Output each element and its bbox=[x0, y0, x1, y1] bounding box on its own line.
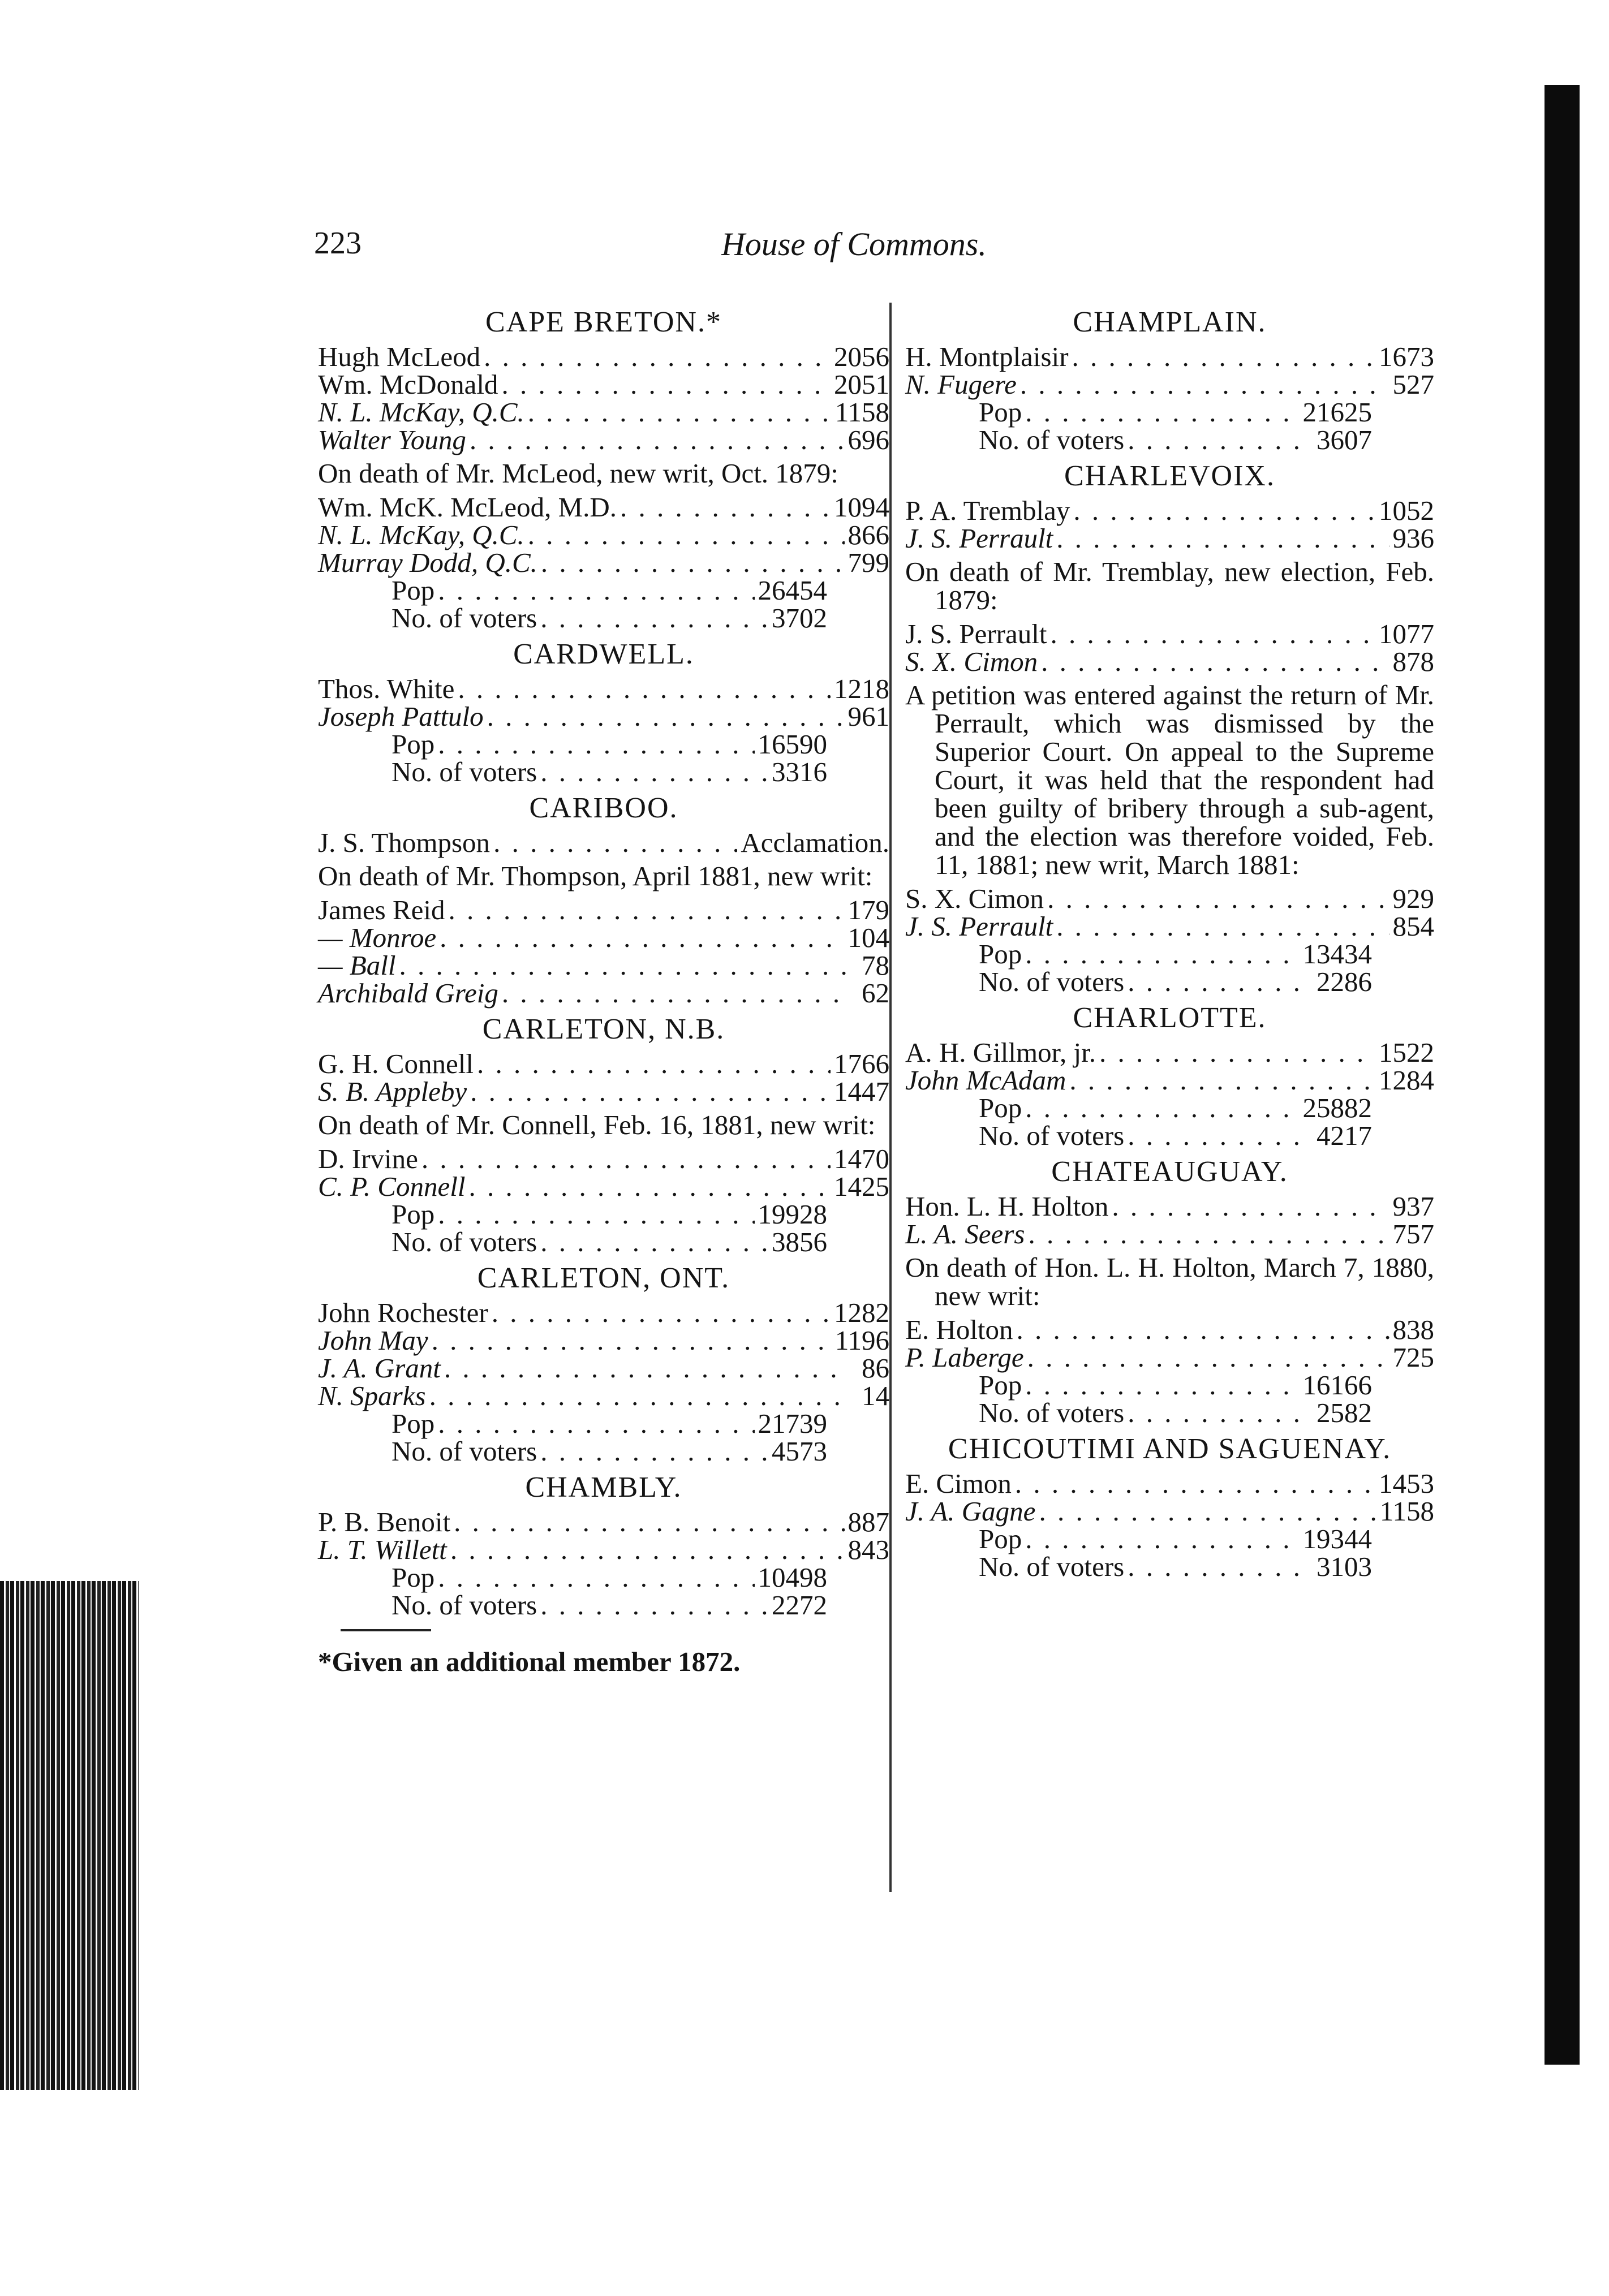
candidate-name: Archibald Greig bbox=[318, 977, 498, 1009]
vote-count: 1218 bbox=[834, 673, 889, 704]
candidate-row bbox=[318, 829, 889, 856]
candidate-name: G. H. Connell bbox=[318, 1048, 474, 1079]
constituency-heading: CHAMPLAIN. bbox=[1073, 306, 1267, 338]
vote-count: 1425 bbox=[834, 1171, 889, 1202]
constituency-heading: CHATEAUGUAY. bbox=[1051, 1156, 1288, 1188]
statistic-label: No. of voters bbox=[392, 602, 537, 634]
statistics-row bbox=[318, 1410, 889, 1437]
candidate-name: Murray Dodd, Q.C. bbox=[318, 547, 537, 578]
dot-leader bbox=[1025, 1094, 1299, 1122]
candidate-row bbox=[318, 343, 889, 371]
candidate-row bbox=[318, 1326, 889, 1354]
constituency-heading: CHARLOTTE. bbox=[1073, 1002, 1267, 1034]
dot-leader bbox=[484, 343, 831, 371]
statistic-label: Pop bbox=[392, 1562, 435, 1593]
statistic-value: 16590 bbox=[758, 729, 827, 760]
statistic-value: 3103 bbox=[1317, 1551, 1372, 1582]
statistic-label: No. of voters bbox=[979, 1120, 1125, 1151]
statistic-value: 21739 bbox=[758, 1408, 827, 1439]
candidate-name: J. S. Perrault bbox=[905, 911, 1053, 942]
vote-count: 86 bbox=[862, 1352, 889, 1384]
candidate-row bbox=[905, 1220, 1434, 1248]
vote-count: 887 bbox=[847, 1506, 889, 1537]
candidate-name: N. Sparks bbox=[318, 1380, 426, 1411]
statistic-label: Pop bbox=[392, 729, 435, 760]
dot-leader bbox=[501, 371, 831, 398]
candidate-name: L. T. Willett bbox=[318, 1534, 447, 1565]
candidate-name: J. S. Perrault bbox=[905, 523, 1053, 554]
statistic-label: Pop bbox=[979, 1092, 1022, 1123]
election-note: On death of Mr. Thompson, April 1881, new writ: bbox=[318, 860, 873, 891]
candidate-name: A. H. Gillmor, jr. bbox=[905, 1037, 1096, 1068]
dot-leader bbox=[1041, 648, 1389, 675]
vote-count: 757 bbox=[1392, 1218, 1434, 1250]
constituency-heading: CARDWELL. bbox=[513, 638, 694, 670]
dot-leader bbox=[432, 1326, 832, 1354]
vote-count: 14 bbox=[862, 1380, 889, 1411]
statistic-value: 13434 bbox=[1302, 938, 1372, 970]
vote-count: 725 bbox=[1392, 1342, 1434, 1373]
dot-leader bbox=[1025, 1371, 1299, 1399]
statistic-value: 4217 bbox=[1317, 1120, 1372, 1151]
candidate-row bbox=[905, 620, 1434, 648]
candidate-row bbox=[905, 648, 1434, 675]
candidate-name: S. X. Cimon bbox=[905, 646, 1038, 677]
vote-count: 866 bbox=[847, 519, 889, 550]
candidate-name: H. Montplaisir bbox=[905, 341, 1069, 372]
page-header bbox=[314, 225, 1412, 270]
candidate-row bbox=[318, 1536, 889, 1563]
statistics-row bbox=[905, 1553, 1434, 1580]
candidate-row bbox=[318, 703, 889, 730]
candidate-name: Thos. White bbox=[318, 673, 455, 704]
statistic-value: 16166 bbox=[1302, 1369, 1372, 1401]
dot-leader bbox=[429, 1382, 846, 1410]
dot-leader bbox=[1028, 1220, 1389, 1248]
statistic-label: No. of voters bbox=[979, 1397, 1125, 1428]
dot-leader bbox=[540, 1228, 768, 1256]
candidate-row bbox=[905, 1343, 1434, 1371]
vote-count: Acclamation. bbox=[741, 827, 889, 858]
statistics-row bbox=[905, 1399, 1434, 1427]
candidate-name: J. S. Perrault bbox=[905, 618, 1047, 649]
candidate-row bbox=[905, 497, 1434, 524]
statistics-row bbox=[905, 940, 1434, 968]
dot-leader bbox=[438, 1410, 754, 1437]
statistic-label: No. of voters bbox=[392, 1436, 537, 1467]
election-note: A petition was entered against the return of Mr. Perrault, which was dismissed by the Superior Court. On appeal to the Supreme Court, it was held that the respondent had been guilty of bribery through a sub-agent, and the election was therefore voided, Feb. 11, 1881; new writ, March 1881: bbox=[905, 679, 1434, 880]
statistic-label: Pop bbox=[979, 397, 1022, 428]
candidate-name: N. L. McKay, Q.C. bbox=[318, 397, 524, 428]
dot-leader bbox=[1072, 343, 1375, 371]
vote-count: 937 bbox=[1392, 1191, 1434, 1222]
election-note: On death of Hon. L. H. Holton, March 7, 1880, new writ: bbox=[905, 1252, 1434, 1311]
candidate-row bbox=[318, 521, 889, 549]
dot-leader bbox=[454, 1508, 844, 1536]
statistic-label: Pop bbox=[979, 1369, 1022, 1401]
candidate-name: John McAdam bbox=[905, 1065, 1066, 1096]
vote-count: 1453 bbox=[1379, 1468, 1434, 1499]
dot-leader bbox=[1050, 620, 1375, 648]
candidate-row bbox=[318, 1050, 889, 1078]
dot-leader bbox=[1020, 371, 1389, 398]
vote-count: 961 bbox=[847, 701, 889, 732]
candidate-row bbox=[905, 1497, 1434, 1525]
statistics-row bbox=[905, 398, 1434, 426]
dot-leader bbox=[421, 1145, 831, 1173]
statistics-row bbox=[905, 968, 1434, 996]
statistic-value: 2286 bbox=[1317, 966, 1372, 997]
candidate-name: Wm. McK. McLeod, M.D. bbox=[318, 492, 617, 523]
dot-leader bbox=[438, 1563, 754, 1591]
vote-count: 2056 bbox=[834, 341, 889, 372]
statistic-label: No. of voters bbox=[979, 966, 1125, 997]
vote-count: 696 bbox=[847, 424, 889, 455]
vote-count: 1196 bbox=[834, 1325, 889, 1356]
vote-count: 843 bbox=[847, 1534, 889, 1565]
dot-leader bbox=[1128, 1553, 1313, 1580]
statistic-value: 2272 bbox=[772, 1589, 827, 1621]
statistic-label: No. of voters bbox=[979, 424, 1125, 455]
constituency-heading: CARIBOO. bbox=[529, 792, 678, 824]
statistics-row bbox=[905, 426, 1434, 454]
statistic-value: 21625 bbox=[1302, 397, 1372, 428]
candidate-row bbox=[318, 951, 889, 979]
candidate-row bbox=[905, 371, 1434, 398]
candidate-name: — Ball bbox=[318, 950, 396, 981]
column-divider bbox=[889, 303, 892, 1892]
statistic-value: 3856 bbox=[772, 1226, 827, 1257]
dot-leader bbox=[1047, 885, 1389, 912]
vote-count: 1077 bbox=[1379, 618, 1434, 649]
statistics-row bbox=[318, 604, 889, 632]
dot-leader bbox=[438, 576, 754, 604]
candidate-row bbox=[318, 1145, 889, 1173]
statistic-value: 3607 bbox=[1317, 424, 1372, 455]
scan-edge-bar bbox=[1545, 85, 1580, 2065]
dot-leader bbox=[540, 604, 768, 632]
dot-leader bbox=[468, 1173, 831, 1200]
dot-leader bbox=[444, 1354, 846, 1382]
footnote-rule bbox=[341, 1629, 431, 1631]
dot-leader bbox=[528, 398, 832, 426]
candidate-row bbox=[318, 549, 889, 576]
footnote: *Given an additional member 1872. bbox=[318, 1646, 741, 1677]
candidate-row bbox=[318, 493, 889, 521]
candidate-name: James Reid bbox=[318, 894, 445, 925]
election-note: On death of Mr. Tremblay, new election, Feb. 1879: bbox=[905, 556, 1434, 615]
candidate-row bbox=[318, 675, 889, 703]
statistic-value: 26454 bbox=[758, 575, 827, 606]
constituency-heading: CHARLEVOIX. bbox=[1064, 460, 1275, 492]
statistic-label: No. of voters bbox=[979, 1551, 1125, 1582]
dot-leader bbox=[477, 1050, 831, 1078]
dot-leader bbox=[1128, 1122, 1313, 1149]
statistics-row bbox=[318, 730, 889, 758]
page-number: 223 bbox=[314, 226, 362, 261]
statistics-row bbox=[318, 1591, 889, 1619]
dot-leader bbox=[449, 896, 845, 924]
statistic-value: 3702 bbox=[772, 602, 827, 634]
candidate-name: N. L. McKay, Q.C. bbox=[318, 519, 524, 550]
statistics-row bbox=[905, 1371, 1434, 1399]
vote-count: 62 bbox=[862, 977, 889, 1009]
election-note: On death of Mr. McLeod, new writ, Oct. 1879: bbox=[318, 458, 838, 489]
dot-leader bbox=[1015, 1470, 1375, 1497]
statistics-row bbox=[318, 576, 889, 604]
vote-count: 1282 bbox=[834, 1297, 889, 1328]
dot-leader bbox=[620, 493, 831, 521]
statistic-label: Pop bbox=[392, 1408, 435, 1439]
dot-leader bbox=[470, 1078, 831, 1105]
candidate-name: J. A. Grant bbox=[318, 1352, 441, 1384]
candidate-row bbox=[318, 426, 889, 454]
dot-leader bbox=[1128, 1399, 1313, 1427]
constituency-heading: CAPE BRETON.* bbox=[485, 306, 722, 338]
dot-leader bbox=[540, 758, 768, 786]
statistic-label: Pop bbox=[979, 938, 1022, 970]
vote-count: 854 bbox=[1392, 911, 1434, 942]
candidate-row bbox=[318, 924, 889, 951]
candidate-row bbox=[905, 1316, 1434, 1343]
candidate-row bbox=[318, 1299, 889, 1326]
dot-leader bbox=[1017, 1316, 1389, 1343]
statistic-label: Pop bbox=[392, 575, 435, 606]
dot-leader bbox=[1069, 1066, 1375, 1094]
statistic-value: 2582 bbox=[1317, 1397, 1372, 1428]
statistic-value: 4573 bbox=[772, 1436, 827, 1467]
scan-artifact bbox=[0, 1581, 139, 2090]
statistic-value: 19344 bbox=[1302, 1523, 1372, 1554]
statistic-value: 3316 bbox=[772, 756, 827, 787]
dot-leader bbox=[450, 1536, 845, 1563]
constituency-heading: CARLETON, ONT. bbox=[477, 1262, 730, 1294]
statistic-value: 10498 bbox=[758, 1562, 827, 1593]
statistic-label: No. of voters bbox=[392, 1589, 537, 1621]
statistic-value: 19928 bbox=[758, 1199, 827, 1230]
candidate-row bbox=[318, 979, 889, 1007]
dot-leader bbox=[487, 703, 845, 730]
candidate-name: C. P. Connell bbox=[318, 1171, 466, 1202]
vote-count: 1158 bbox=[1379, 1496, 1434, 1527]
running-title: House of Commons. bbox=[721, 226, 987, 262]
constituency-heading: CHAMBLY. bbox=[525, 1471, 682, 1504]
election-note: On death of Mr. Connell, Feb. 16, 1881, new writ: bbox=[318, 1109, 876, 1140]
candidate-name: Joseph Pattulo bbox=[318, 701, 484, 732]
dot-leader bbox=[1027, 1343, 1389, 1371]
vote-count: 1673 bbox=[1379, 341, 1434, 372]
candidate-row bbox=[905, 1192, 1434, 1220]
statistics-row bbox=[318, 1437, 889, 1465]
candidate-name: N. Fugere bbox=[905, 369, 1017, 400]
dot-leader bbox=[540, 1591, 768, 1619]
dot-leader bbox=[438, 1200, 754, 1228]
dot-leader bbox=[470, 426, 845, 454]
statistics-row bbox=[318, 1200, 889, 1228]
dot-leader bbox=[1025, 1525, 1299, 1553]
dot-leader bbox=[1128, 968, 1313, 996]
candidate-name: L. A. Seers bbox=[905, 1218, 1025, 1250]
vote-count: 179 bbox=[847, 894, 889, 925]
vote-count: 936 bbox=[1392, 523, 1434, 554]
candidate-row bbox=[905, 343, 1434, 371]
vote-count: 878 bbox=[1392, 646, 1434, 677]
statistic-value: 25882 bbox=[1302, 1092, 1372, 1123]
candidate-name: Wm. McDonald bbox=[318, 369, 498, 400]
dot-leader bbox=[438, 730, 754, 758]
candidate-row bbox=[905, 912, 1434, 940]
dot-leader bbox=[1039, 1497, 1376, 1525]
vote-count: 2051 bbox=[834, 369, 889, 400]
statistics-row bbox=[318, 1563, 889, 1591]
candidate-name: John May bbox=[318, 1325, 428, 1356]
candidate-name: E. Cimon bbox=[905, 1468, 1012, 1499]
left-column bbox=[318, 300, 889, 1678]
vote-count: 1522 bbox=[1379, 1037, 1434, 1068]
statistic-label: No. of voters bbox=[392, 756, 537, 787]
candidate-row bbox=[905, 1470, 1434, 1497]
dot-leader bbox=[1025, 940, 1299, 968]
candidate-name: Walter Young bbox=[318, 424, 466, 455]
candidate-name: D. Irvine bbox=[318, 1143, 418, 1174]
dot-leader bbox=[541, 549, 845, 576]
vote-count: 1052 bbox=[1379, 495, 1434, 526]
vote-count: 1094 bbox=[834, 492, 889, 523]
right-column bbox=[905, 300, 1434, 1580]
vote-count: 1766 bbox=[834, 1048, 889, 1079]
candidate-name: P. A. Tremblay bbox=[905, 495, 1070, 526]
candidate-row bbox=[318, 1508, 889, 1536]
dot-leader bbox=[1099, 1039, 1375, 1066]
vote-count: 929 bbox=[1392, 883, 1434, 914]
dot-leader bbox=[399, 951, 846, 979]
statistic-label: Pop bbox=[979, 1523, 1022, 1554]
dot-leader bbox=[493, 829, 737, 856]
vote-count: 838 bbox=[1392, 1314, 1434, 1345]
statistic-label: No. of voters bbox=[392, 1226, 537, 1257]
candidate-name: E. Holton bbox=[905, 1314, 1013, 1345]
dot-leader bbox=[502, 979, 846, 1007]
statistics-row bbox=[318, 758, 889, 786]
candidate-row bbox=[905, 885, 1434, 912]
candidate-row bbox=[318, 1173, 889, 1200]
dot-leader bbox=[1112, 1192, 1389, 1220]
vote-count: 1447 bbox=[834, 1076, 889, 1107]
candidate-row bbox=[318, 1354, 889, 1382]
dot-leader bbox=[540, 1437, 768, 1465]
dot-leader bbox=[1056, 912, 1389, 940]
candidate-name: John Rochester bbox=[318, 1297, 488, 1328]
dot-leader bbox=[440, 924, 844, 951]
candidate-name: P. Laberge bbox=[905, 1342, 1024, 1373]
candidate-name: J. A. Gagne bbox=[905, 1496, 1036, 1527]
dot-leader bbox=[492, 1299, 831, 1326]
candidate-row bbox=[905, 1066, 1434, 1094]
dot-leader bbox=[1073, 497, 1375, 524]
constituency-heading: CHICOUTIMI AND SAGUENAY. bbox=[948, 1433, 1392, 1465]
candidate-name: S. X. Cimon bbox=[905, 883, 1044, 914]
statistics-row bbox=[905, 1525, 1434, 1553]
candidate-row bbox=[905, 524, 1434, 552]
dot-leader bbox=[1056, 524, 1389, 552]
candidate-row bbox=[318, 398, 889, 426]
statistic-label: Pop bbox=[392, 1199, 435, 1230]
vote-count: 78 bbox=[862, 950, 889, 981]
candidate-row bbox=[318, 1078, 889, 1105]
vote-count: 1284 bbox=[1379, 1065, 1434, 1096]
statistics-row bbox=[905, 1122, 1434, 1149]
statistics-row bbox=[905, 1094, 1434, 1122]
candidate-name: P. B. Benoit bbox=[318, 1506, 451, 1537]
candidate-row bbox=[318, 896, 889, 924]
vote-count: 527 bbox=[1392, 369, 1434, 400]
candidate-name: Hon. L. H. Holton bbox=[905, 1191, 1109, 1222]
statistics-row bbox=[318, 1228, 889, 1256]
candidate-name: — Monroe bbox=[318, 922, 437, 953]
vote-count: 104 bbox=[847, 922, 889, 953]
vote-count: 799 bbox=[847, 547, 889, 578]
vote-count: 1158 bbox=[834, 397, 889, 428]
candidate-name: S. B. Appleby bbox=[318, 1076, 467, 1107]
candidate-row bbox=[905, 1039, 1434, 1066]
candidate-row bbox=[318, 371, 889, 398]
candidate-name: J. S. Thompson bbox=[318, 827, 491, 858]
vote-count: 1470 bbox=[834, 1143, 889, 1174]
constituency-heading: CARLETON, N.B. bbox=[482, 1013, 725, 1045]
dot-leader bbox=[1128, 426, 1313, 454]
dot-leader bbox=[458, 675, 831, 703]
candidate-name: Hugh McLeod bbox=[318, 341, 481, 372]
dot-leader bbox=[528, 521, 845, 549]
candidate-row bbox=[318, 1382, 889, 1410]
dot-leader bbox=[1025, 398, 1299, 426]
